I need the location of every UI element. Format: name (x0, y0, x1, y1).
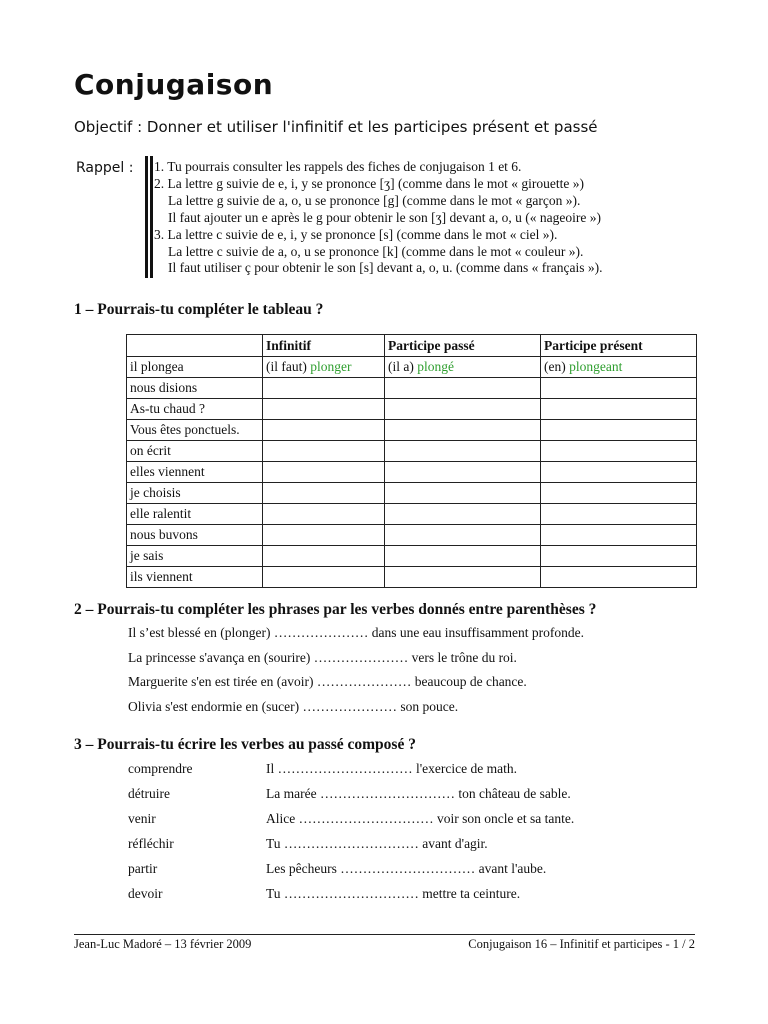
rappel-line: Il faut ajouter un e après le g pour obtenir le son [ʒ] devant a, o, u (« nageoire ») (168, 209, 601, 225)
participe-passe-cell[interactable] (385, 483, 541, 504)
participe-passe-cell[interactable] (385, 378, 541, 399)
infinitif-cell[interactable] (263, 546, 385, 567)
participe-passe-cell[interactable] (385, 567, 541, 588)
section-2-title: 2 – Pourrais-tu compléter les phrases par les verbes donnés entre parenthèses ? (74, 601, 597, 618)
rappel-box (154, 159, 603, 277)
example-participe-present (541, 357, 697, 378)
participe-present-cell[interactable] (541, 399, 697, 420)
passe-compose-verb: venir (128, 811, 156, 826)
verb-cell: ils viennent (127, 567, 263, 588)
table-header-infinitif: Infinitif (263, 335, 385, 357)
table-header-participe-passe: Participe passé (385, 335, 541, 357)
table-row (127, 504, 697, 525)
table-row (127, 567, 697, 588)
rappel-line: La lettre g suivie de a, o, u se prononce [g] (comme dans le mot « garçon »). (168, 192, 581, 208)
rappel-border-left (145, 156, 148, 278)
verb-cell: nous buvons (127, 525, 263, 546)
rappel-label: Rappel : (76, 160, 134, 176)
table-row (127, 525, 697, 546)
verb-cell: je choisis (127, 483, 263, 504)
table-header-row (127, 335, 697, 357)
participe-present-cell[interactable] (541, 567, 697, 588)
table-row (127, 378, 697, 399)
infinitif-cell[interactable] (263, 378, 385, 399)
passe-compose-sentence: Les pêcheurs ………………………… avant l'aube. (266, 861, 547, 876)
passe-compose-verb: détruire (128, 786, 170, 801)
infinitif-cell[interactable] (263, 525, 385, 546)
table-row (127, 483, 697, 504)
exercise-sentence: Il s’est blessé en (plonger) ………………… dans une eau insuffisamment profonde. (128, 625, 585, 640)
section-3-title: 3 – Pourrais-tu écrire les verbes au passé composé ? (74, 736, 416, 753)
participe-passe-cell[interactable] (385, 441, 541, 462)
verb-cell: elles viennent (127, 462, 263, 483)
passe-compose-sentence: Alice ………………………… voir son oncle et sa tante. (266, 811, 575, 826)
participe-present-cell[interactable] (541, 441, 697, 462)
passe-compose-sentence: La marée ………………………… ton château de sable. (266, 786, 571, 801)
example-participe-passe (385, 357, 541, 378)
example-ppr-answer: plongeant (569, 359, 623, 374)
participe-present-cell[interactable] (541, 378, 697, 399)
participe-passe-cell[interactable] (385, 462, 541, 483)
objective-text: Objectif : Donner et utiliser l'infinitif et les participes présent et passé (74, 118, 598, 136)
infinitif-cell[interactable] (263, 483, 385, 504)
rappel-line: Il faut utiliser ç pour obtenir le son [s] devant a, o, u. (comme dans « français »). (168, 260, 603, 276)
infinitif-cell[interactable] (263, 420, 385, 441)
conjugation-table (126, 334, 697, 588)
infinitif-cell[interactable] (263, 441, 385, 462)
rappel-line: La lettre c suivie de a, o, u se prononce [k] (comme dans le mot « couleur »). (168, 243, 584, 259)
verb-cell: je sais (127, 546, 263, 567)
verb-cell: elle ralentit (127, 504, 263, 525)
participe-present-cell[interactable] (541, 504, 697, 525)
passe-compose-sentence: Il ………………………… l'exercice de math. (266, 761, 517, 776)
example-pp-prefix: (il a) (388, 359, 418, 374)
verb-cell: Vous êtes ponctuels. (127, 420, 263, 441)
participe-passe-cell[interactable] (385, 420, 541, 441)
exercise-sentence: Marguerite s'en est tirée en (avoir) ………………… beaucoup de chance. (128, 674, 527, 689)
page-title: Conjugaison (74, 68, 274, 101)
verb-cell: As-tu chaud ? (127, 399, 263, 420)
rappel-line: 1. Tu pourrais consulter les rappels des fiches de conjugaison 1 et 6. (154, 159, 522, 174)
participe-passe-cell[interactable] (385, 546, 541, 567)
exercise-sentence: La princesse s'avança en (sourire) ………………… vers le trône du roi. (128, 649, 517, 665)
section-1-title: 1 – Pourrais-tu compléter le tableau ? (74, 301, 324, 318)
example-infinitif-prefix: (il faut) (266, 359, 311, 374)
participe-present-cell[interactable] (541, 546, 697, 567)
verb-cell: on écrit (127, 441, 263, 462)
example-ppr-prefix: (en) (544, 359, 570, 374)
footer-divider (74, 934, 695, 935)
footer-author-date: Jean-Luc Madoré – 13 février 2009 (74, 937, 252, 951)
table-header-verb (127, 335, 263, 357)
table-row (127, 546, 697, 567)
passe-compose-verb: comprendre (128, 761, 193, 776)
rappel-border-right (150, 156, 153, 278)
passe-compose-verb: partir (128, 861, 158, 876)
passe-compose-verb: devoir (128, 886, 163, 901)
infinitif-cell[interactable] (263, 504, 385, 525)
verb-cell: nous disions (127, 378, 263, 399)
participe-passe-cell[interactable] (385, 504, 541, 525)
infinitif-cell[interactable] (263, 462, 385, 483)
rappel-line: 2. La lettre g suivie de e, i, y se prononce [ʒ] (comme dans le mot « girouette ») (154, 175, 584, 191)
passe-compose-verb: réfléchir (128, 836, 174, 851)
table-row (127, 420, 697, 441)
section-2-exercises (128, 625, 584, 723)
table-row-example (127, 357, 697, 378)
participe-present-cell[interactable] (541, 483, 697, 504)
infinitif-cell[interactable] (263, 567, 385, 588)
rappel-line: 3. La lettre c suivie de e, i, y se prononce [s] (comme dans le mot « ciel »). (154, 226, 558, 242)
participe-passe-cell[interactable] (385, 525, 541, 546)
footer-page-info: Conjugaison 16 – Infinitif et participes - 1 / 2 (468, 937, 695, 951)
table-row (127, 441, 697, 462)
table-row (127, 399, 697, 420)
exercise-sentence: Olivia s'est endormie en (sucer) ………………… son pouce. (128, 698, 459, 714)
participe-present-cell[interactable] (541, 462, 697, 483)
example-pp-answer: plongé (417, 359, 454, 374)
example-infinitif-answer: plonger (310, 359, 352, 374)
participe-present-cell[interactable] (541, 420, 697, 441)
example-verb: il plongea (127, 357, 263, 378)
passe-compose-sentence: Tu ………………………… avant d'agir. (266, 836, 488, 851)
participe-present-cell[interactable] (541, 525, 697, 546)
infinitif-cell[interactable] (263, 399, 385, 420)
table-row (127, 462, 697, 483)
participe-passe-cell[interactable] (385, 399, 541, 420)
passe-compose-sentence: Tu ………………………… mettre ta ceinture. (266, 886, 521, 901)
table-header-participe-present: Participe présent (541, 335, 697, 357)
example-infinitif (263, 357, 385, 378)
